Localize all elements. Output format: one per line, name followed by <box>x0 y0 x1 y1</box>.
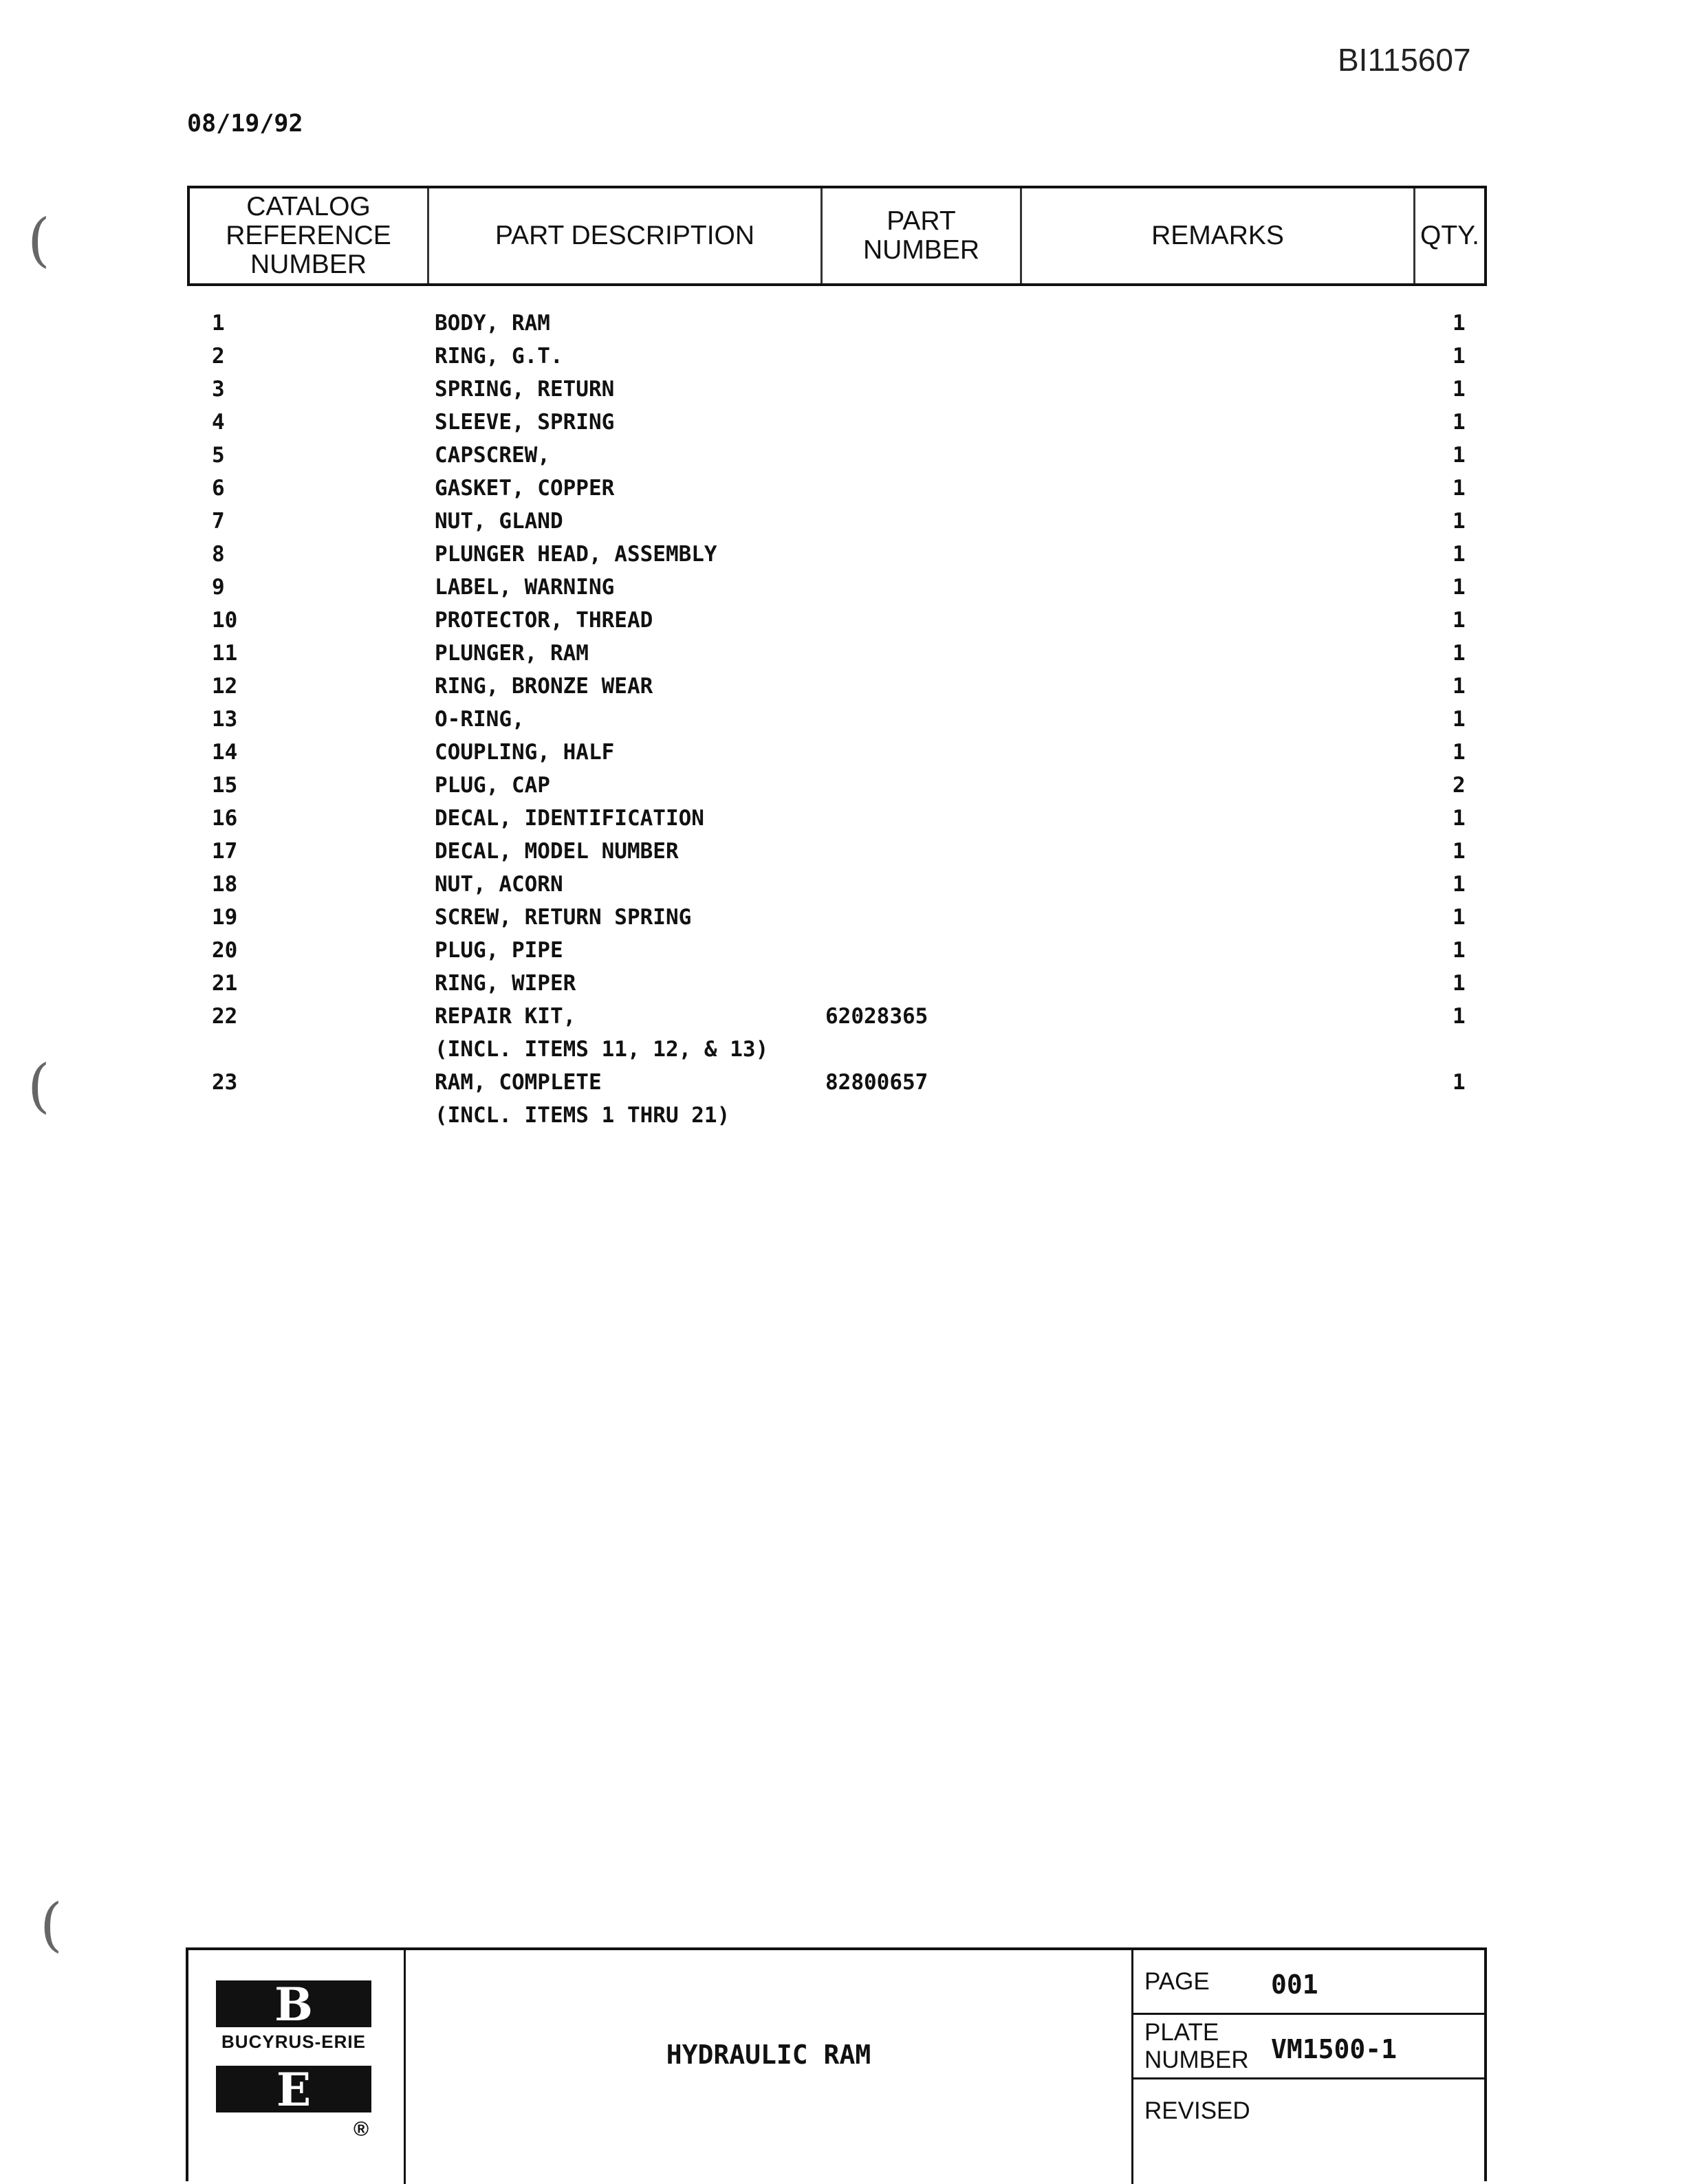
table-row <box>0 1000 1685 1033</box>
row-quantity: 1 <box>1453 905 1466 930</box>
row-part-description: NUT, ACORN <box>435 872 563 897</box>
table-row <box>0 967 1685 1000</box>
table-row <box>0 868 1685 901</box>
table-row <box>0 538 1685 571</box>
header-part-number: PART NUMBER <box>823 188 1022 283</box>
table-row <box>0 373 1685 406</box>
row-quantity: 1 <box>1453 575 1466 600</box>
row-part-description: RING, G.T. <box>435 344 563 369</box>
row-part-description: REPAIR KIT, <box>435 1004 576 1029</box>
row-part-description: PLUG, CAP <box>435 773 550 798</box>
row-reference-number: 5 <box>212 443 225 468</box>
parts-table-body <box>0 307 1685 1132</box>
row-quantity: 1 <box>1453 872 1466 897</box>
row-part-description: RAM, COMPLETE <box>435 1070 602 1095</box>
table-row <box>0 307 1685 340</box>
registered-mark: ® <box>354 2118 369 2141</box>
row-quantity: 1 <box>1453 1070 1466 1095</box>
row-part-description: (INCL. ITEMS 11, 12, & 13) <box>435 1037 769 1062</box>
row-reference-number: 4 <box>212 410 225 435</box>
row-quantity: 1 <box>1453 476 1466 501</box>
table-row <box>0 835 1685 868</box>
row-reference-number: 7 <box>212 509 225 534</box>
row-quantity: 2 <box>1453 773 1466 798</box>
row-reference-number: 20 <box>212 938 238 963</box>
row-quantity: 1 <box>1453 641 1466 666</box>
row-part-description: LABEL, WARNING <box>435 575 615 600</box>
row-quantity: 1 <box>1453 344 1466 369</box>
row-reference-number: 1 <box>212 311 225 336</box>
logo-e-block: E <box>216 2066 371 2112</box>
table-row <box>0 1066 1685 1099</box>
page-label: PAGE <box>1144 1968 1210 1995</box>
plate-number-label: PLATE NUMBER <box>1144 2019 1249 2073</box>
row-part-description: DECAL, MODEL NUMBER <box>435 839 679 864</box>
table-row <box>0 439 1685 472</box>
row-reference-number: 9 <box>212 575 225 600</box>
row-part-description: PLUG, PIPE <box>435 938 563 963</box>
table-row <box>0 637 1685 670</box>
row-part-description: SCREW, RETURN SPRING <box>435 905 692 930</box>
row-reference-number: 16 <box>212 806 238 831</box>
row-quantity: 1 <box>1453 971 1466 996</box>
row-reference-number: 12 <box>212 674 238 699</box>
table-row <box>0 604 1685 637</box>
company-logo <box>188 1950 406 2184</box>
row-part-description: O-RING, <box>435 707 525 732</box>
table-row <box>0 1099 1685 1132</box>
row-part-description: SLEEVE, SPRING <box>435 410 615 435</box>
row-quantity: 1 <box>1453 443 1466 468</box>
row-quantity: 1 <box>1453 938 1466 963</box>
revised-row <box>1133 2079 1484 2144</box>
row-part-description: RING, WIPER <box>435 971 576 996</box>
table-row <box>0 406 1685 439</box>
table-row <box>0 670 1685 703</box>
row-part-description: COUPLING, HALF <box>435 740 615 765</box>
table-row <box>0 1033 1685 1066</box>
revised-label: REVISED <box>1144 2097 1250 2124</box>
table-row <box>0 505 1685 538</box>
row-part-description: (INCL. ITEMS 1 THRU 21) <box>435 1103 730 1128</box>
binder-hole-mark: ( <box>40 1891 63 1958</box>
row-quantity: 1 <box>1453 839 1466 864</box>
logo-company-name: BUCYRUS-ERIE <box>221 2031 366 2052</box>
row-part-description: DECAL, IDENTIFICATION <box>435 806 704 831</box>
row-reference-number: 3 <box>212 377 225 402</box>
row-part-number: 62028365 <box>825 1004 928 1029</box>
row-reference-number: 14 <box>212 740 238 765</box>
row-quantity: 1 <box>1453 806 1466 831</box>
table-row <box>0 703 1685 736</box>
title-cell <box>406 1950 1133 2184</box>
row-reference-number: 23 <box>212 1070 238 1095</box>
table-row <box>0 769 1685 802</box>
table-row <box>0 802 1685 835</box>
row-quantity: 1 <box>1453 542 1466 567</box>
row-part-description: PLUNGER HEAD, ASSEMBLY <box>435 542 717 567</box>
row-quantity: 1 <box>1453 674 1466 699</box>
row-part-description: GASKET, COPPER <box>435 476 615 501</box>
title-block <box>186 1947 1487 2181</box>
row-reference-number: 2 <box>212 344 225 369</box>
row-part-description: BODY, RAM <box>435 311 550 336</box>
row-reference-number: 18 <box>212 872 238 897</box>
table-row <box>0 571 1685 604</box>
info-cells <box>1133 1950 1484 2184</box>
row-reference-number: 8 <box>212 542 225 567</box>
table-row <box>0 472 1685 505</box>
table-row <box>0 340 1685 373</box>
row-part-description: SPRING, RETURN <box>435 377 615 402</box>
row-quantity: 1 <box>1453 707 1466 732</box>
row-part-description: RING, BRONZE WEAR <box>435 674 653 699</box>
table-row <box>0 901 1685 934</box>
table-row <box>0 736 1685 769</box>
row-part-description: PROTECTOR, THREAD <box>435 608 653 633</box>
header-quantity: QTY. <box>1420 221 1479 250</box>
row-reference-number: 19 <box>212 905 238 930</box>
row-quantity: 1 <box>1453 410 1466 435</box>
plate-row <box>1133 2015 1484 2079</box>
header-remarks: REMARKS <box>1022 188 1415 283</box>
page-row <box>1133 1950 1484 2015</box>
binder-hole-mark: ( <box>28 1052 50 1120</box>
row-reference-number: 21 <box>212 971 238 996</box>
header-reference-number: CATALOG REFERENCE NUMBER <box>190 188 429 283</box>
row-reference-number: 22 <box>212 1004 238 1029</box>
logo-b-block: B <box>216 1980 371 2027</box>
row-reference-number: 6 <box>212 476 225 501</box>
row-quantity: 1 <box>1453 740 1466 765</box>
row-reference-number: 17 <box>212 839 238 864</box>
row-reference-number: 11 <box>212 641 238 666</box>
row-reference-number: 15 <box>212 773 238 798</box>
document-id: BI115607 <box>1338 42 1471 78</box>
row-reference-number: 13 <box>212 707 238 732</box>
row-quantity: 1 <box>1453 509 1466 534</box>
row-part-description: CAPSCREW, <box>435 443 550 468</box>
row-part-description: NUT, GLAND <box>435 509 563 534</box>
table-row <box>0 934 1685 967</box>
row-reference-number: 10 <box>212 608 238 633</box>
row-quantity: 1 <box>1453 1004 1466 1029</box>
drawing-title: HYDRAULIC RAM <box>666 2040 871 2070</box>
row-quantity: 1 <box>1453 377 1466 402</box>
row-part-description: PLUNGER, RAM <box>435 641 589 666</box>
binder-hole-mark: ( <box>28 206 50 274</box>
document-date: 08/19/92 <box>187 110 303 138</box>
row-quantity: 1 <box>1453 608 1466 633</box>
row-part-number: 82800657 <box>825 1070 928 1095</box>
row-quantity: 1 <box>1453 311 1466 336</box>
page-value: 001 <box>1271 1969 1318 2000</box>
plate-number-value: VM1500-1 <box>1271 2034 1398 2064</box>
parts-table-header <box>187 186 1487 286</box>
header-part-description: PART DESCRIPTION <box>429 188 823 283</box>
